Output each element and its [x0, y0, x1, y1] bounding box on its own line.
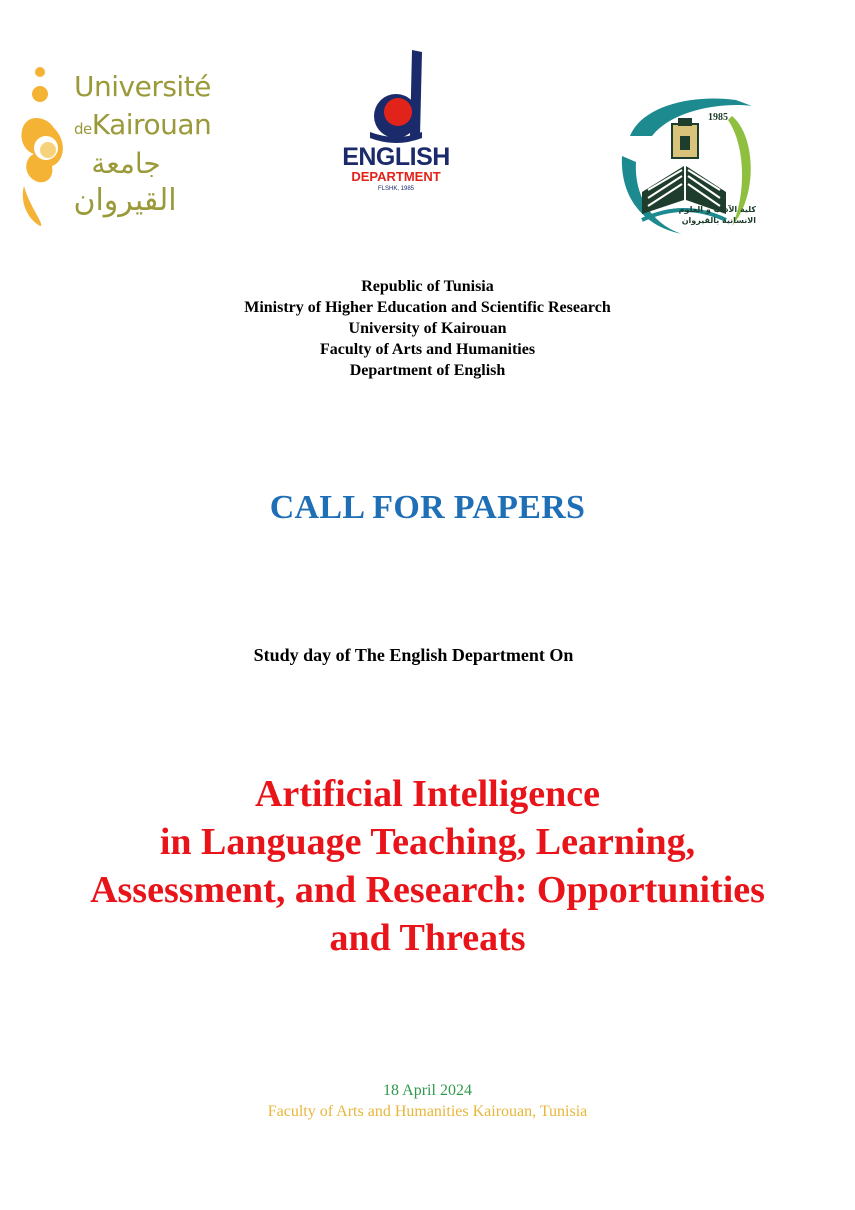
faculty-seal-arabic-text: كلية الآداب و العلوم الانسانية بالقيروان [678, 205, 756, 225]
institution-header [0, 276, 855, 381]
university-arabic-line1: جامعة [91, 147, 161, 180]
faculty-seal-logo [612, 96, 762, 236]
event-venue: Faculty of Arts and Humanities Kairouan, Tunisia [267, 1103, 588, 1120]
university-name-line2 [74, 110, 211, 144]
conference-title-line3: Assessment, and Research: Opportunities [90, 869, 765, 911]
english-department-logo-line2: DEPARTMENT [351, 169, 441, 184]
study-day-line: Study day of The English Department On [253, 645, 574, 665]
conference-title-line2: in Language Teaching, Learning, [159, 821, 696, 863]
header-republic: Republic of Tunisia [361, 278, 494, 295]
university-name-city: Kairouan [91, 108, 212, 141]
english-department-logo-line1: ENGLISH [342, 143, 450, 171]
conference-title-line1: Artificial Intelligence [254, 773, 601, 815]
university-name-prefix: de [74, 120, 92, 138]
university-of-kairouan-logo [16, 58, 212, 230]
university-name-line1: Université [74, 70, 211, 103]
english-department-logo-line3: FLSHK, 1985 [377, 186, 415, 192]
header-department: Department of English [349, 362, 506, 379]
faculty-seal-year: 1985 [708, 112, 728, 123]
call-for-papers-heading: CALL FOR PAPERS [269, 489, 586, 526]
conference-title-line4: and Threats [329, 917, 526, 959]
conference-title [0, 770, 855, 962]
university-arabic-line2: القيروان [73, 183, 177, 218]
header-ministry: Ministry of Higher Education and Scientific Research [244, 299, 611, 316]
english-department-emblem [340, 50, 452, 148]
header-university: University of Kairouan [348, 320, 507, 337]
header-faculty: Faculty of Arts and Humanities [319, 341, 536, 358]
english-department-logo [340, 50, 452, 200]
event-date: 18 April 2024 [383, 1082, 472, 1099]
